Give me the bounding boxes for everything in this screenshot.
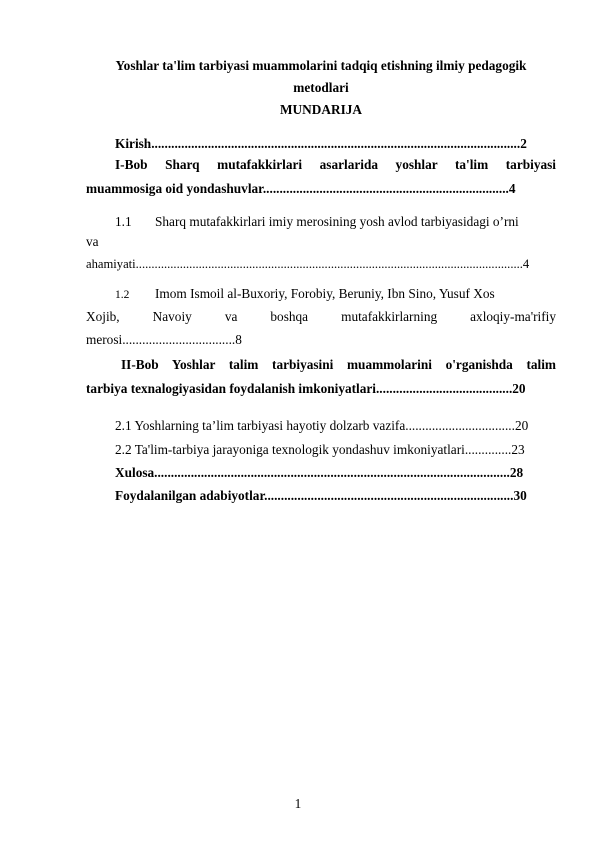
toc-entry-kirish[interactable]: Kirish...............................................................................................................2 [115,136,527,151]
toc-entry-2-2[interactable]: 2.2 Ta'lim-tarbiya jarayoniga texnologik yondashuv imkoniyatlari..............23 [115,442,525,457]
toc-entry-bob2-line1[interactable]: II-Bob Yoshlar talim tarbiyasini muammolarini o'rganishda talim [121,357,556,372]
toc-entry-1-2-number: 1.2 [115,289,130,301]
toc-entry-bob1-line2[interactable]: muammosiga oid yondashuvlar..........................................................................4 [86,181,516,196]
page-number: 1 [294,796,302,811]
toc-entry-1-1-number: 1.1 [115,214,132,229]
toc-entry-1-2-text: Imom Ismoil al-Buxoriy, Forobiy, Beruniy, Ibn Sino, Yusuf Xos [155,286,495,301]
toc-entry-xulosa[interactable]: Xulosa...........................................................................................................28 [115,465,524,480]
toc-entry-1-1-line3[interactable]: ahamiyati...........................................................................................................................4 [86,257,530,271]
toc-entry-1-1-line1[interactable] [115,213,556,230]
document-title-line-1: Yoshlar ta'lim tarbiyasi muammolarini tadqiq etishning ilmiy pedagogik [115,58,527,73]
toc-entry-bob2-line2[interactable]: tarbiya texnalogiyasidan foydalanish imkoniyatlari.........................................20 [86,381,526,396]
toc-entry-1-2-line3[interactable]: merosi..................................8 [86,332,242,347]
toc-heading: MUNDARIJA [280,102,362,117]
toc-entry-1-2-line2[interactable]: Xojib, Navoiy va boshqa mutafakkirlarning axloqiy-ma'rifiy [86,309,556,324]
toc-entry-adabiyotlar[interactable]: Foydalanilgan adabiyotlar...........................................................................30 [115,488,527,503]
toc-entry-bob1-line1[interactable]: I-Bob Sharq mutafakkirlari asarlarida yoshlar ta'lim tarbiyasi [115,157,556,172]
toc-entry-1-2-line1[interactable] [115,285,556,304]
toc-entry-2-1[interactable]: 2.1 Yoshlarning ta’lim tarbiyasi hayotiy dolzarb vazifa.................................20 [115,418,529,433]
toc-entry-1-1-line2[interactable]: va [86,234,99,249]
toc-entry-1-1-text: Sharq mutafakkirlari imiy merosining yosh avlod tarbiyasidagi o’rni [155,214,519,229]
document-title-line-2: metodlari [293,80,349,95]
